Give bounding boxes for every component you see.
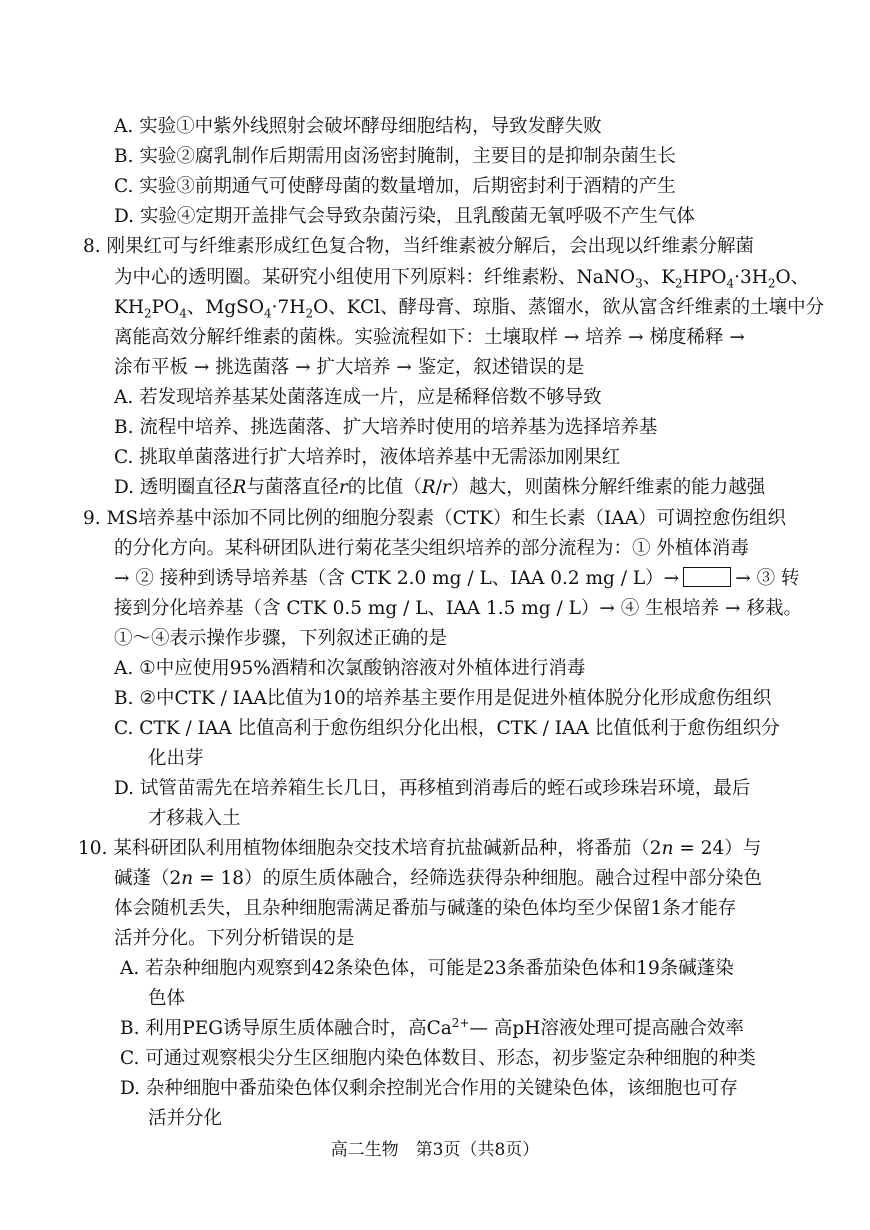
- text-run: B. 利用PEG诱导原生质体融合时，高Ca: [120, 1018, 452, 1039]
- q10-option-a-line-2: 色体: [148, 988, 186, 1009]
- text-run: 与菌落直径: [246, 477, 339, 498]
- q10-stem-line-1: [78, 834, 761, 864]
- q10-option-c: C. 可通过观察根尖分生区细胞内染色体数目、形态，初步鉴定杂种细胞的种类: [120, 1048, 756, 1069]
- text-run: = 24）与: [673, 838, 762, 859]
- q9-stem-line-3: [114, 564, 799, 594]
- text-run: ·3H: [734, 267, 768, 288]
- q9-option-a: A. ①中应使用95%酒精和次氯酸钠溶液对外植体进行消毒: [114, 658, 586, 679]
- q10-stem-line-4: 活并分化。下列分析错误的是: [114, 928, 355, 949]
- text-run: 、MgSO: [186, 297, 265, 318]
- subscript: 2: [675, 276, 683, 291]
- math-var: R: [421, 477, 436, 498]
- q7-option-b: B. 实验②腐乳制作后期需用卤汤密封腌制，主要目的是抑制杂菌生长: [114, 146, 676, 167]
- text-run: KH: [114, 297, 144, 318]
- math-var: r: [441, 477, 451, 498]
- q10-option-d-line-2: 活并分化: [148, 1108, 223, 1129]
- math-var: r: [338, 477, 348, 498]
- q8-option-d: [114, 473, 765, 503]
- q8-option-c: C. 挑取单菌落进行扩大培养时，液体培养基中无需添加刚果红: [114, 447, 621, 468]
- superscript: 2+: [451, 1015, 470, 1030]
- page-footer: 高二生物 第3页（共8页）: [330, 1140, 540, 1160]
- q9-option-c-line-1: C. CTK / IAA 比值高利于愈伤组织分化出根，CTK / IAA 比值低利于愈伤组织分: [114, 718, 780, 739]
- text-run: 碱蓬（2: [114, 868, 182, 889]
- q8-option-b: B. 流程中培养、挑选菌落、扩大培养时使用的培养基为选择培养基: [114, 417, 658, 438]
- q8-stem-line-2: [114, 263, 809, 293]
- subscript: 4: [726, 276, 735, 291]
- subscript: 4: [179, 306, 187, 321]
- text-run: ）越大，则菌株分解纤维素的能力越强: [450, 477, 766, 498]
- text-run: /: [435, 477, 442, 498]
- text-run: 10. 某科研团队利用植物体细胞杂交技术培育抗盐碱新品种，将番茄（2: [78, 838, 662, 859]
- q8-stem-line-3: [114, 293, 824, 323]
- q8-stem-line-1: 8. 刚果红可与纤维素形成红色复合物，当纤维素被分解后，会出现以纤维素分解菌: [83, 236, 755, 257]
- text-run: 为中心的透明圈。某研究小组使用下列原料：纤维素粉、NaNO: [114, 267, 636, 288]
- q8-stem-line-4: 离能高效分解纤维素的菌株。实验流程如下：土壤取样 → 培养 → 梯度稀释 →: [114, 327, 745, 348]
- math-var: n: [181, 868, 194, 889]
- q9-stem-line-2: 的分化方向。某科研团队进行菊花茎尖组织培养的部分流程为：① 外植体消毒: [114, 538, 749, 559]
- subscript: 3: [635, 276, 643, 291]
- subscript: 2: [143, 306, 152, 321]
- q10-stem-line-3: 体会随机丢失，且杂种细胞需满足番茄与碱蓬的染色体均至少保留1条才能存: [114, 898, 737, 919]
- q8-option-a: A. 若发现培养基某处菌落连成一片，应是稀释倍数不够导致: [114, 387, 602, 408]
- q7-option-a: A. 实验①中紫外线照射会破坏酵母细胞结构，导致发酵失败: [114, 116, 602, 137]
- q8-stem-line-5: 涂布平板 → 挑选菌落 → 扩大培养 → 鉴定，叙述错误的是: [114, 357, 585, 378]
- q9-option-d-line-2: 才移栽入土: [148, 808, 241, 829]
- text-run: PO: [151, 297, 180, 318]
- q9-stem-line-1: 9. MS培养基中添加不同比例的细胞分裂素（CTK）和生长素（IAA）可调控愈伤组织: [83, 508, 786, 529]
- text-run: 、K: [642, 267, 676, 288]
- q9-stem-line-5: ①～④表示操作步骤，下列叙述正确的是: [114, 628, 448, 649]
- blank-box: [683, 567, 731, 587]
- text-run: ·7H: [271, 297, 306, 318]
- subscript: 4: [264, 306, 272, 321]
- q10-option-b: [120, 1014, 744, 1044]
- q9-option-c-line-2: 化出芽: [148, 748, 204, 769]
- math-var: R: [232, 477, 247, 498]
- subscript: 2: [305, 306, 314, 321]
- text-run: O、KCl、酵母膏、琼脂、蒸馏水，欲从富含纤维素的土壤中分: [313, 297, 825, 318]
- text-run: D. 透明圈直径: [114, 477, 233, 498]
- subscript: 2: [767, 276, 776, 291]
- q9-option-b: B. ②中CTK / IAA比值为10的培养基主要作用是促进外植体脱分化形成愈伤组织: [114, 688, 772, 709]
- math-var: n: [661, 838, 674, 859]
- text-run: O、: [775, 267, 810, 288]
- q7-option-c: C. 实验③前期通气可使酵母菌的数量增加，后期密封利于酒精的产生: [114, 176, 676, 197]
- q10-option-a-line-1: A. 若杂种细胞内观察到42条染色体，可能是23条番茄染色体和19条碱蓬染: [120, 958, 734, 979]
- text-run: 的比值（: [347, 477, 422, 498]
- text-run: → ② 接种到诱导培养基（含 CTK 2.0 mg / L、IAA 0.2 mg / L）→: [114, 568, 680, 589]
- q9-option-d-line-1: D. 试管苗需先在培养箱生长几日，再移植到消毒后的蛭石或珍珠岩环境，最后: [114, 778, 751, 799]
- text-run: HPO: [682, 267, 727, 288]
- q10-stem-line-2: [114, 864, 762, 894]
- text-run: = 18）的原生质体融合，经筛选获得杂种细胞。融合过程中部分染色: [193, 868, 763, 889]
- text-run: — 高pH溶液处理可提高融合效率: [469, 1018, 744, 1039]
- q10-option-d-line-1: D. 杂种细胞中番茄染色体仅剩余控制光合作用的关键染色体，该细胞也可存: [120, 1078, 738, 1099]
- text-run: → ③ 转: [735, 568, 800, 589]
- q7-option-d: D. 实验④定期开盖排气会导致杂菌污染，且乳酸菌无氧呼吸不产生气体: [114, 206, 695, 227]
- q9-stem-line-4: 接到分化培养基（含 CTK 0.5 mg / L、IAA 1.5 mg / L）→ ④ 生根培养 → 移栽。: [114, 598, 802, 619]
